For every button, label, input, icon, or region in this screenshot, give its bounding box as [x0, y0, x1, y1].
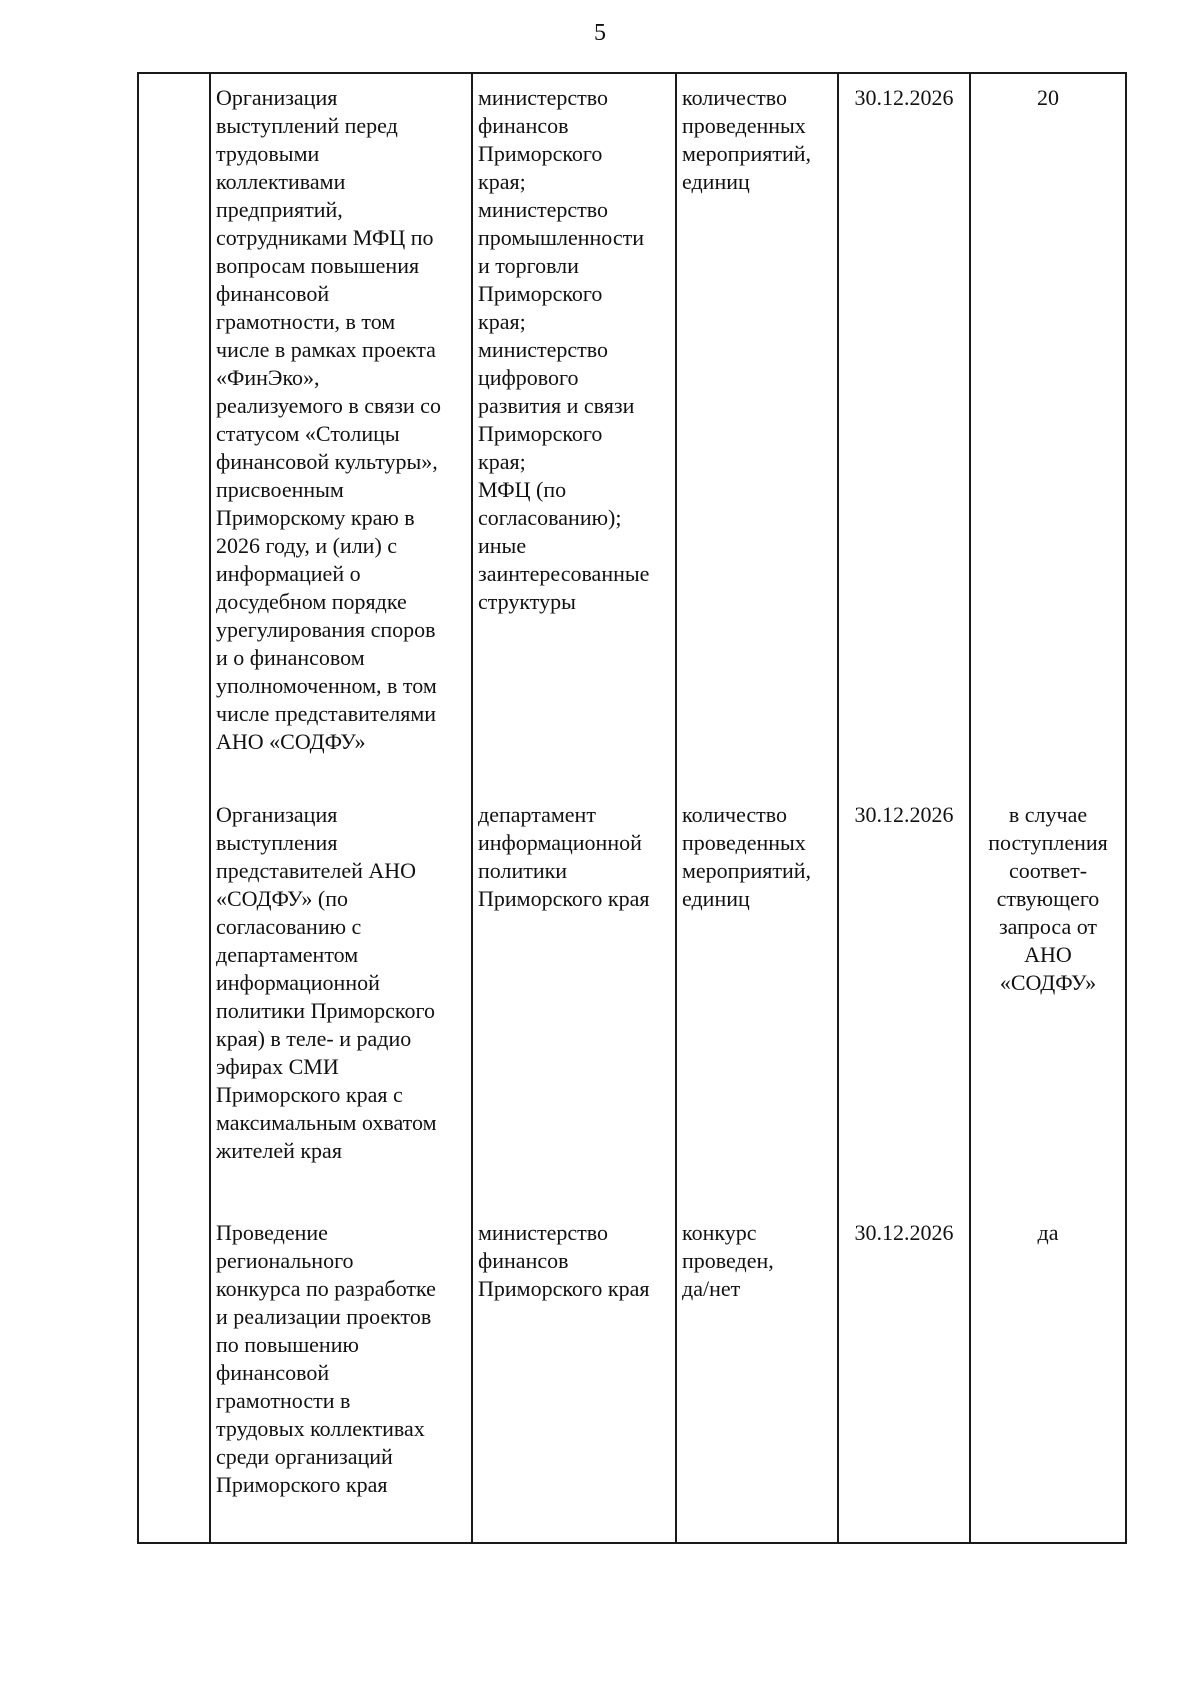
- responsible-cell: министерство финансов Приморского края; министерство промышленности и торговли Приморского края; министерство цифрового развития и связи Приморского края; МФЦ (по согласованию); иные заинтересованные структуры: [472, 73, 676, 791]
- responsible-cell: министерство финансов Приморского края: [472, 1209, 676, 1543]
- table-row: [138, 791, 1126, 1209]
- target-value-cell: да: [970, 1209, 1126, 1543]
- table-row: [138, 73, 1126, 791]
- page-number: 5: [594, 20, 606, 46]
- activity-cell: Организация выступлений перед трудовыми коллективами предприятий, сотрудниками МФЦ по вопросам повышения финансовой грамотности, в том числе в рамках проекта «ФинЭко», реализуемого в связи со статусом «Столицы финансовой культуры», присвоенным Приморскому краю в 2026 году, и (или) с информацией о досудебном порядке урегулирования споров и о финансовом уполномоченном, в том числе представителями АНО «СОДФУ»: [210, 73, 472, 791]
- deadline-cell: 30.12.2026: [838, 791, 970, 1209]
- responsible-cell: департамент информационной политики Приморского края: [472, 791, 676, 1209]
- deadline-cell: 30.12.2026: [838, 73, 970, 791]
- target-value-cell: 20: [970, 73, 1126, 791]
- activity-plan-table: [137, 72, 1127, 1544]
- activity-cell: Проведение регионального конкурса по разработке и реализации проектов по повышению финансовой грамотности в трудовых коллективах среди организаций Приморского края: [210, 1209, 472, 1543]
- row-number-cell: [138, 1209, 210, 1543]
- target-value-cell: в случае поступления соответ- ствующего запроса от АНО «СОДФУ»: [970, 791, 1126, 1209]
- row-number-cell: [138, 791, 210, 1209]
- indicator-cell: количество проведенных мероприятий, единиц: [676, 73, 838, 791]
- row-number-cell: [138, 73, 210, 791]
- indicator-cell: конкурс проведен, да/нет: [676, 1209, 838, 1543]
- activity-cell: Организация выступления представителей АНО «СОДФУ» (по согласованию с департаментом информационной политики Приморского края) в теле- и радио эфирах СМИ Приморского края с максимальным охватом жителей края: [210, 791, 472, 1209]
- deadline-cell: 30.12.2026: [838, 1209, 970, 1543]
- table-row: [138, 1209, 1126, 1543]
- indicator-cell: количество проведенных мероприятий, единиц: [676, 791, 838, 1209]
